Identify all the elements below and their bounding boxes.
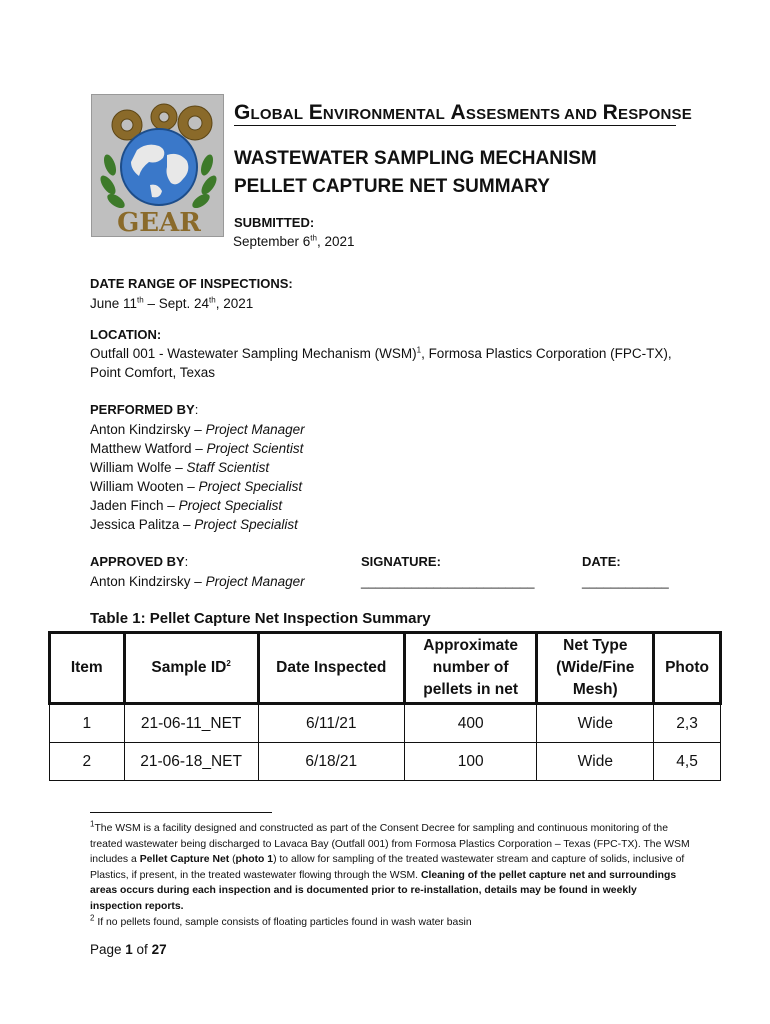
page-number: Page 1 of 27	[90, 942, 167, 957]
organization-underline	[234, 125, 676, 126]
performer-list	[90, 420, 305, 534]
inspection-summary-table	[48, 631, 722, 781]
cell-pellets: 400	[404, 704, 537, 743]
performer: Anton Kindzirsky – Project Manager	[90, 422, 305, 437]
header-item: Item	[50, 633, 125, 704]
cell-pellets: 100	[404, 743, 537, 781]
cell-net-type: Wide	[537, 704, 654, 743]
gear-logo	[91, 94, 224, 237]
cell-date: 6/18/21	[258, 743, 404, 781]
header-photo: Photo	[654, 633, 721, 704]
cell-item: 1	[50, 704, 125, 743]
document-title-line1: WASTEWATER SAMPLING MECHANISM	[234, 148, 597, 169]
cell-net-type: Wide	[537, 743, 654, 781]
approved-by-label: APPROVED BY:	[90, 554, 189, 569]
cell-date: 6/11/21	[258, 704, 404, 743]
performer: William Wooten – Project Specialist	[90, 479, 303, 494]
date-label: DATE:	[582, 554, 621, 569]
date-line: ____________	[582, 574, 669, 589]
performer: Jessica Palitza – Project Specialist	[90, 517, 298, 532]
footnote-1: $^1$The WSM is a facility designed and constructed as part of the Consent Decree for sampling and continuous monitoring of the treated wastewater being discharged to Lavaca Bay (Outfall 001) from Formosa Plastics Corporation – Texas (FPC-TX). The WSM includes a Pellet Capture Net (photo 1) to allow for sampling of the treated wastewater stream and capture of solids, inclusive of Plastics, if present, in the treated wastewater flowing through the WSM. Cleaning of the pellet capture net and surroundings areas occurs during each inspection and is documented prior to re-installation, details may be found in weekly inspection reports.	[90, 819, 690, 912]
organization-name: GLOBAL ENVIRONMENTAL ASSESMENTS AND RESPONSE	[234, 101, 692, 124]
date-range-value: June 11th – Sept. 24th, 2021	[90, 295, 254, 311]
location-label: LOCATION:	[90, 327, 162, 342]
footnote-separator	[90, 812, 272, 813]
header-pellet-count: Approximate number of pellets in net	[404, 633, 537, 704]
performer: Matthew Watford – Project Scientist	[90, 441, 304, 456]
table-title: Table 1: Pellet Capture Net Inspection Summary	[90, 610, 431, 627]
document-title-line2: PELLET CAPTURE NET SUMMARY	[234, 176, 550, 197]
globe-gears-laurel-icon	[92, 95, 224, 237]
logo-text: GEAR	[117, 208, 201, 237]
table-row	[50, 704, 721, 743]
table-header-row	[50, 633, 721, 704]
table-row	[50, 743, 721, 781]
approver: Anton Kindzirsky – Project Manager	[90, 574, 305, 589]
performed-by-label: PERFORMED BY:	[90, 402, 199, 417]
performer: William Wolfe – Staff Scientist	[90, 460, 270, 475]
header-date-inspected: Date Inspected	[258, 633, 404, 704]
header-sample-id: Sample $ID^2$	[124, 633, 258, 704]
cell-sample-id: 21-06-18_NET	[124, 743, 258, 781]
cell-item: 2	[50, 743, 125, 781]
cell-sample-id: 21-06-11_NET	[124, 704, 258, 743]
submitted-date: September 6th, 2021	[233, 233, 355, 249]
cell-photo: 2,3	[654, 704, 721, 743]
footnote-2: $^2$ If no pellets found, sample consists of floating particles found in wash water basin	[90, 913, 472, 928]
location-line2: Point Comfort, Texas	[90, 365, 216, 380]
location-line1: Outfall 001 - Wastewater Sampling Mechanism (WSM)$^1$, Formosa Plastics Corporation (FPC-TX),	[90, 345, 672, 361]
performer: Jaden Finch – Project Specialist	[90, 498, 283, 513]
submitted-label: SUBMITTED:	[234, 215, 315, 230]
signature-line: ________________________	[361, 574, 535, 589]
date-range-label: DATE RANGE OF INSPECTIONS:	[90, 276, 293, 291]
signature-label: SIGNATURE:	[361, 554, 441, 569]
cell-photo: 4,5	[654, 743, 721, 781]
header-net-type: Net Type (Wide/Fine Mesh)	[537, 633, 654, 704]
